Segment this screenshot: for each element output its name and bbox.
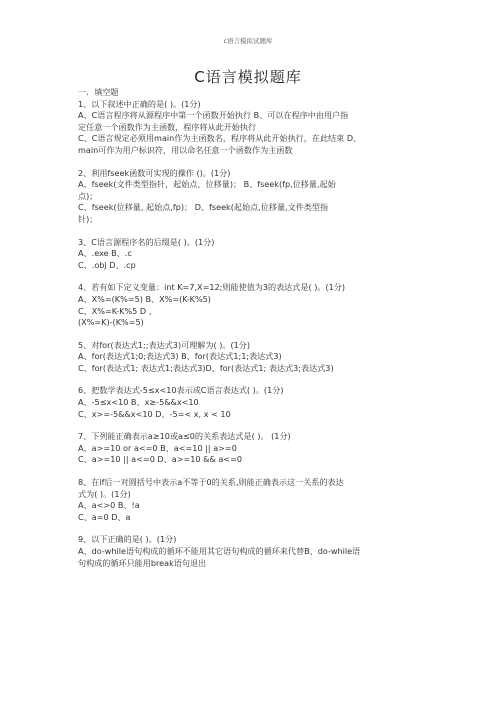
question-1-options: main可作为用户标识符，用以命名任意一个函数作为主函数 <box>78 144 293 155</box>
document-body <box>78 87 418 580</box>
question-5-options: A、for(表达式1;0;表达式3) B、for(表达式1;1;表达式3) <box>78 351 282 362</box>
question-5-stem: 5、对for(表达式1;;表达式3)可理解为( )。(1分) <box>78 339 251 350</box>
question-3-options: A、.exe B、.c <box>78 248 132 259</box>
question-8-stem: 式为( )。(1分) <box>78 488 131 499</box>
question-9-options: 句构成的循环只能用break语句退出 <box>78 557 207 568</box>
question-6-stem: 6、把数学表达式-5≤x<10表示成C语言表达式( )。(1分) <box>78 385 284 396</box>
question-5-options: C、for(表达式1; 表达式1;表达式3)D、for(表达式1; 表达式3;表达式3) <box>78 362 334 373</box>
question-5 <box>78 340 418 375</box>
question-9-options: A、do-while语句构成的循环不能用其它语句构成的循环来代替B、do-while语 <box>78 546 361 556</box>
question-9 <box>78 534 418 569</box>
question-7-options: C、a>=10 || a<=0 D、a>=10 && a<=0 <box>78 454 243 465</box>
question-2-options: 点)； <box>78 190 98 201</box>
question-4-stem: 4、若有如下定义变量：int K=7,X=12;则能使值为3的表达式是( )。(1分) <box>78 282 346 293</box>
question-1-options: C、C语言规定必须用main作为主函数名，程序将从此开始执行，在此结束 D、 <box>78 133 362 144</box>
page-header: c语言模拟试题库 <box>223 37 273 45</box>
question-8-options: A、a<>0 B、!a <box>78 500 140 511</box>
question-8-options: C、a=0 D、a <box>78 511 131 522</box>
question-7-stem: 7、下列能正确表示a≥10或a≤0的关系表达式是( )。 (1分) <box>78 431 291 442</box>
question-3 <box>78 237 418 272</box>
question-4 <box>78 282 418 328</box>
question-1-options: 定任意一个函数作为主函数，程序将从此开始执行 <box>78 121 257 132</box>
question-9-stem: 9、以下正确的是( )。(1分) <box>78 534 177 545</box>
question-7 <box>78 431 418 466</box>
question-8 <box>78 477 418 523</box>
question-1 <box>78 99 418 157</box>
question-3-stem: 3、C语言源程序名的后缀是( )。(1分) <box>78 236 215 247</box>
question-2-options: 针)； <box>78 213 98 224</box>
question-1-stem: 1、以下叙述中正确的是( )。(1分) <box>78 98 201 109</box>
document-title: C语言模拟题库 <box>194 68 302 86</box>
question-4-options: (X%=K)-(K%=5) <box>78 317 144 328</box>
question-2-options: A、fseek(文件类型指针，起始点，位移量)； B、fseek(fp,位移量,起始 <box>78 179 336 190</box>
question-2 <box>78 168 418 226</box>
question-6 <box>78 385 418 420</box>
question-1-options: A、C语言程序将从源程序中第一个函数开始执行 B、可以在程序中由用户指 <box>78 110 349 121</box>
question-7-options: A、a>=10 or a<=0 B、a<=10 || a>=0 <box>78 442 237 453</box>
question-4-options: A、X%=(K%=5) B、X%=(K-K%5) <box>78 293 211 304</box>
question-2-options: C、fseek(位移量, 起始点,fp)； D、fseek(起始点,位移量,文件类型指 <box>78 202 329 213</box>
question-3-options: C、.obj D、.cp <box>78 259 136 270</box>
section-heading: 一．填空题 <box>78 87 119 97</box>
question-2-stem: 2、利用fseek函数可实现的操作 ()。(1分) <box>78 167 231 178</box>
question-8-stem: 8、在if后一对圆括号中表示a不等于0的关系,则能正确表示这一关系的表达 <box>78 477 344 488</box>
question-6-options: C、x>=-5&&x<10 D、-5=< x, x < 10 <box>78 408 231 419</box>
question-6-options: A、-5≤x<10 B、x≥-5&&x<10 <box>78 397 199 408</box>
question-4-options: C、X%=K-K%5 D 、 <box>78 305 157 316</box>
